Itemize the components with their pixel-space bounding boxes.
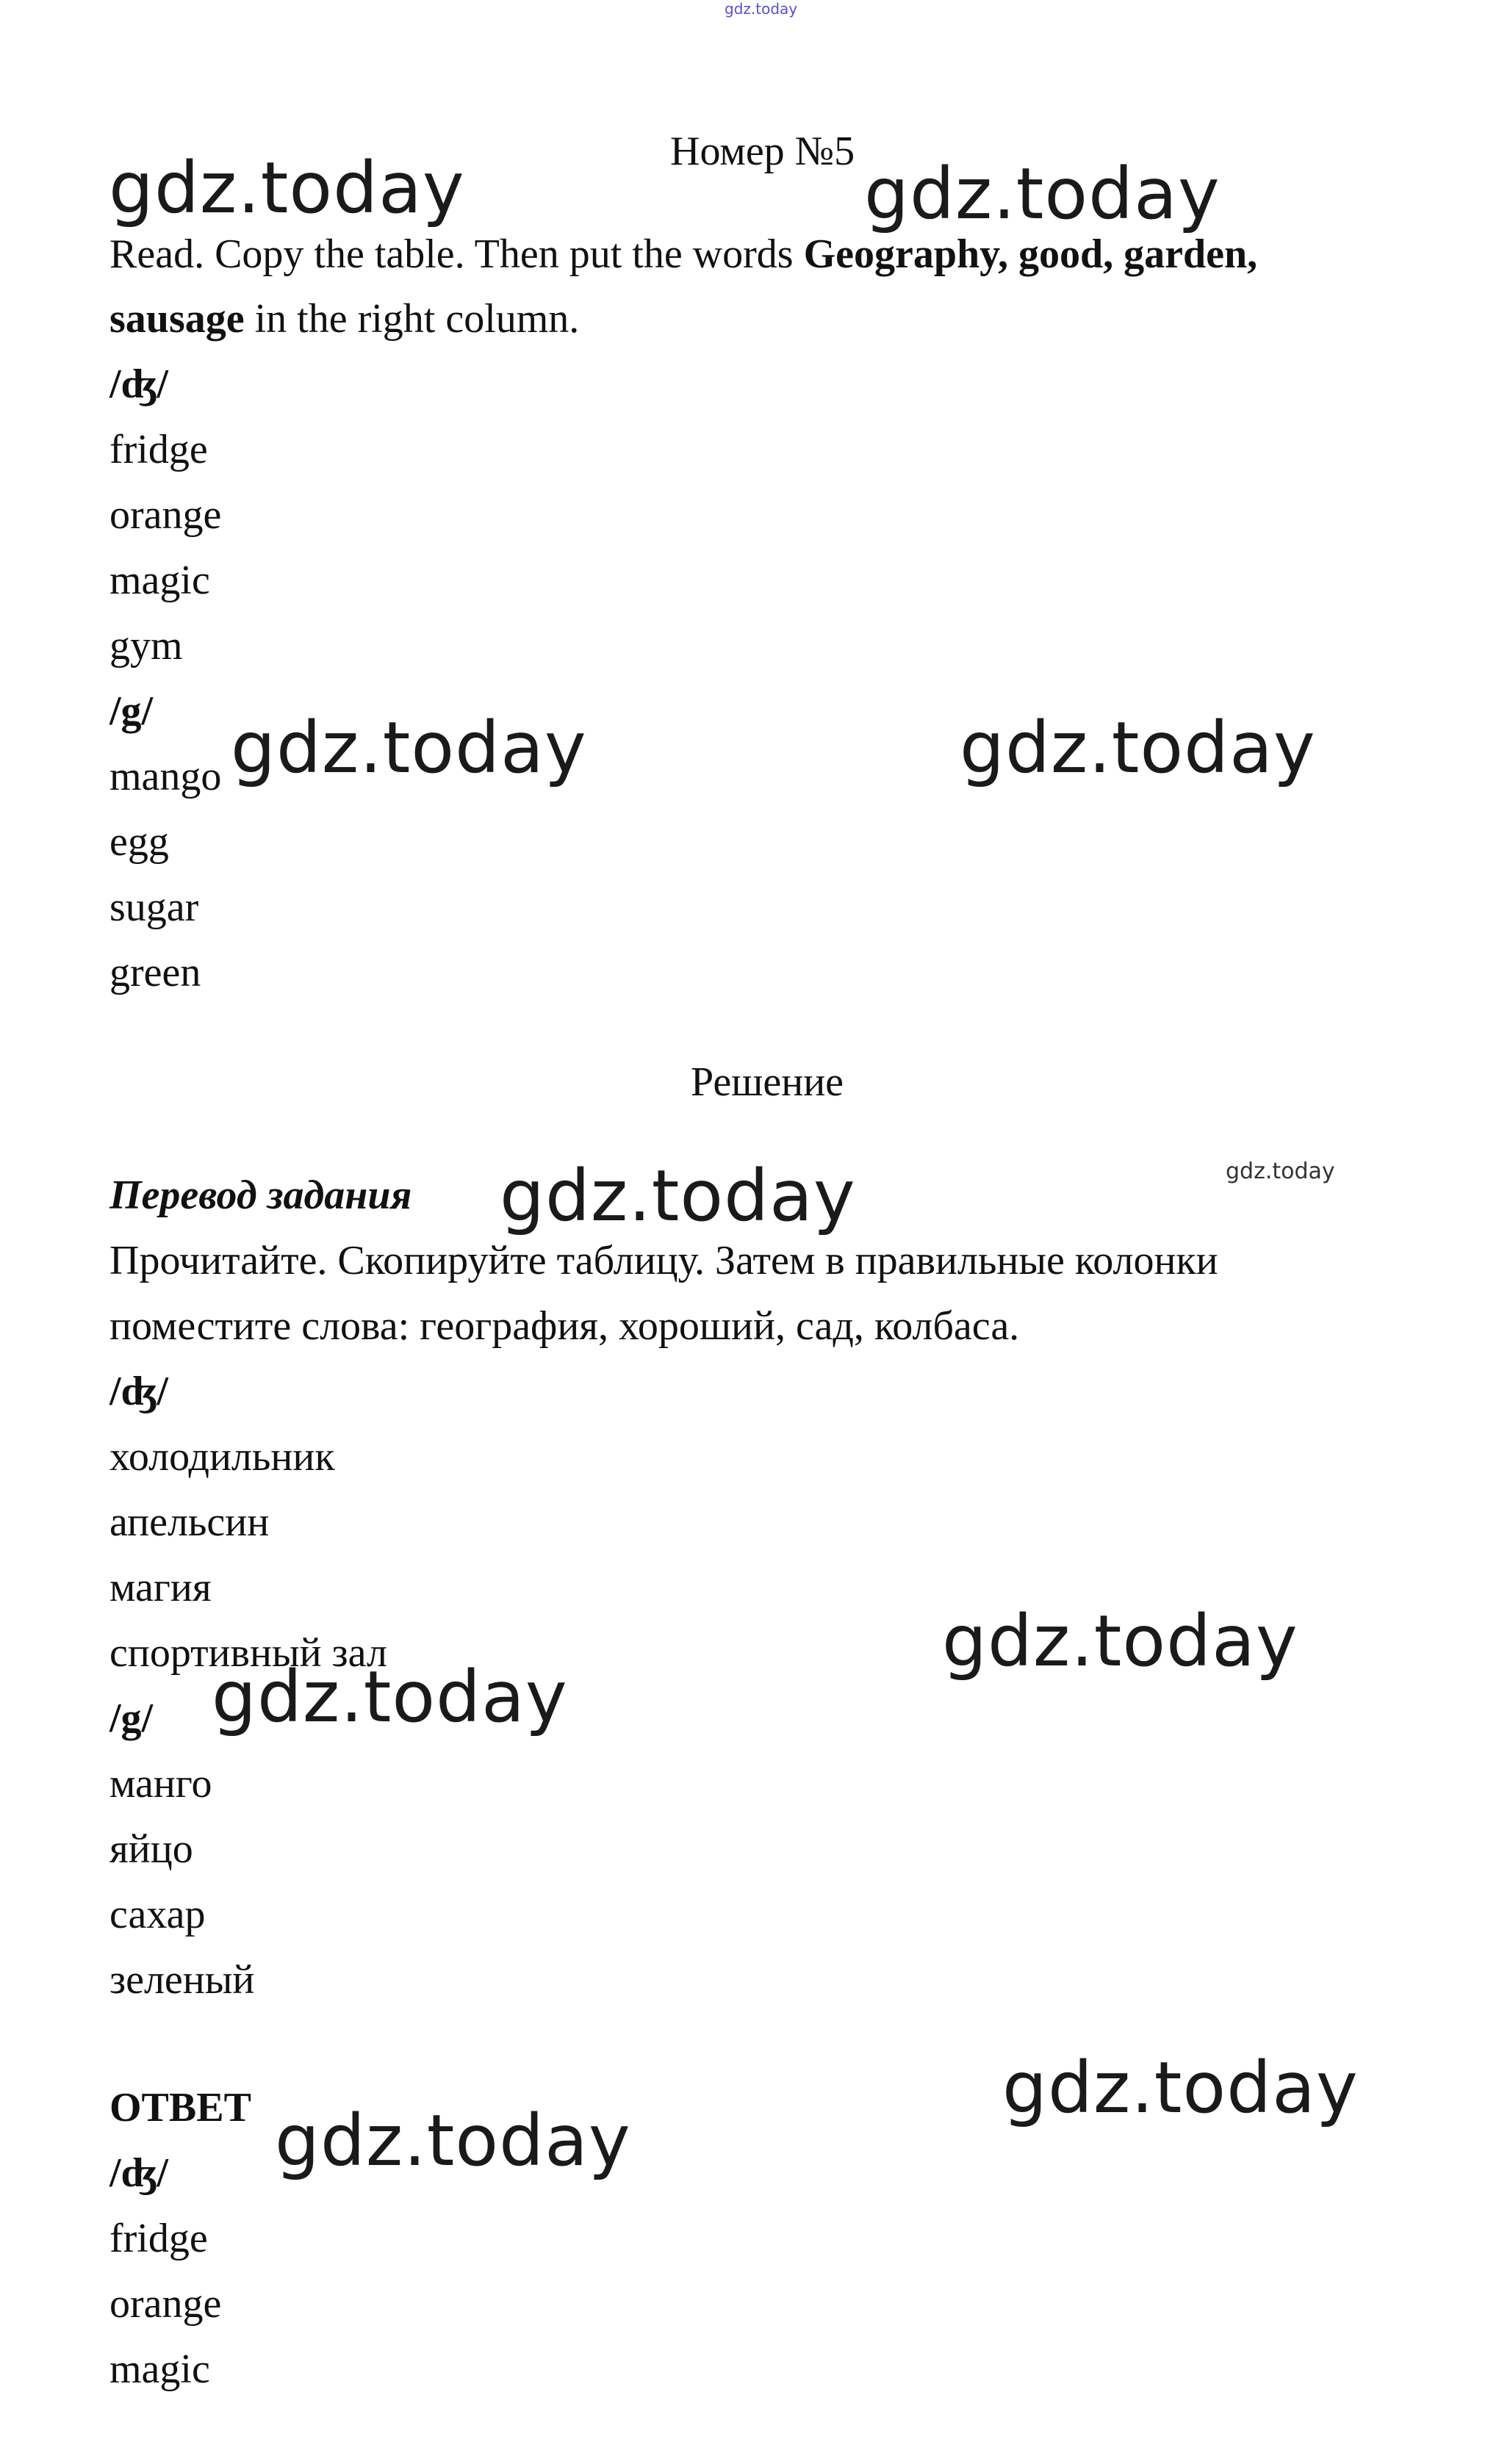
- list-item: green: [109, 950, 201, 995]
- list-item: egg: [109, 819, 169, 865]
- list-item: холодильник: [109, 1434, 335, 1480]
- translation-line1: Прочитайте. Скопируйте таблицу. Затем в правильные колонки: [109, 1238, 1218, 1283]
- instruction-bold-word: sausage: [109, 296, 245, 342]
- list-item: magic: [109, 2346, 210, 2392]
- list-item: mango: [109, 754, 222, 799]
- list-item: зеленый: [109, 1957, 255, 2003]
- instruction-text-end: in the right column.: [244, 296, 580, 342]
- watermark: gdz.today: [942, 1600, 1298, 1682]
- list-item: магия: [109, 1565, 212, 1610]
- solution-group2-heading: /g/: [109, 1696, 154, 1741]
- watermark: gdz.today: [500, 1155, 856, 1237]
- watermark: gdz.today: [212, 1656, 568, 1738]
- list-item: манго: [109, 1761, 212, 1806]
- translation-line2: поместите слова: география, хороший, сад, колбаса.: [109, 1303, 1020, 1349]
- task-instruction-line2: [109, 296, 580, 342]
- top-watermark: gdz.today: [725, 0, 798, 18]
- list-item: fridge: [109, 2216, 208, 2261]
- watermark: gdz.today: [275, 2100, 631, 2182]
- watermark: gdz.today: [960, 707, 1316, 789]
- watermark: gdz.today: [1002, 2047, 1359, 2129]
- translation-heading: Перевод задания: [109, 1172, 412, 1218]
- solution-title: Решение: [691, 1059, 844, 1105]
- watermark: gdz.today: [864, 153, 1221, 235]
- instruction-text: Read. Copy the table. Then put the words: [109, 231, 804, 277]
- list-item: magic: [109, 558, 210, 603]
- list-item: спортивный зал: [109, 1630, 387, 1676]
- watermark-small: gdz.today: [1226, 1159, 1335, 1184]
- list-item: сахар: [109, 1892, 206, 1937]
- list-item: яйцо: [109, 1826, 193, 1872]
- task-group2-heading: /g/: [109, 688, 154, 734]
- solution-group1-heading: /ʤ/: [109, 1369, 168, 1414]
- list-item: апельсин: [109, 1499, 270, 1545]
- list-item: sugar: [109, 885, 199, 930]
- answer-heading: ОТВЕТ: [109, 2085, 251, 2130]
- watermark: gdz.today: [109, 147, 465, 229]
- list-item: fridge: [109, 427, 208, 472]
- instruction-bold-words: Geography, good, garden,: [803, 231, 1258, 277]
- watermark: gdz.today: [231, 707, 587, 789]
- list-item: orange: [109, 492, 222, 538]
- task-instruction-line1: [109, 231, 1258, 277]
- answer-group1-heading: /ʤ/: [109, 2150, 168, 2196]
- list-item: gym: [109, 623, 183, 669]
- task-number: Номер №5: [670, 129, 855, 174]
- task-group1-heading: /ʤ/: [109, 361, 168, 407]
- list-item: orange: [109, 2281, 222, 2327]
